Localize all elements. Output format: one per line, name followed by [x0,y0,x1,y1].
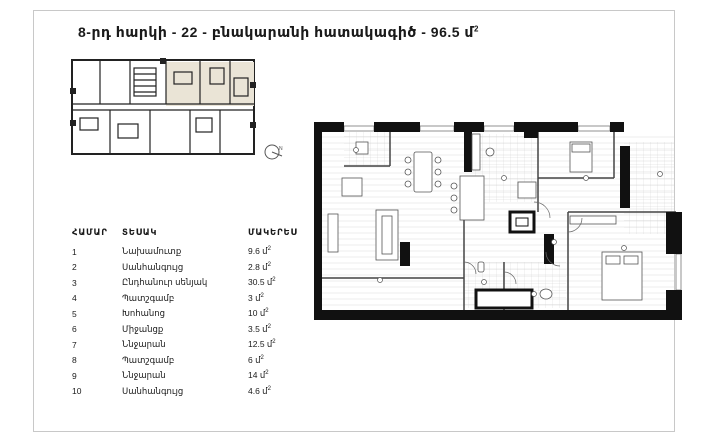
room-table-header [72,226,328,244]
table-row [72,322,328,338]
shaft [510,212,534,232]
room-number: 8 [72,355,77,366]
room-number: 5 [72,308,77,319]
table-row [72,260,328,276]
dining-table [414,152,432,192]
wardrobe [570,216,616,224]
column-header-type: ՏԵՍԱԿ [122,226,158,237]
room-area: 2.8 մ$^2$ [248,261,271,272]
table-row [72,291,328,307]
table-row [72,244,328,260]
table-row [72,368,328,384]
kitchen-counter [472,134,480,170]
room-type: Պատշգամբ [122,354,175,365]
bathtub [476,290,532,308]
room-area: 10 մ$^2$ [248,308,269,319]
tv-unit [328,214,338,252]
room-number: 2 [72,262,77,273]
floor-key-plan [70,58,256,156]
room-type: Սանհանգույց [122,261,184,272]
column-header-area: ՄԱԿԵՐԵՍ [248,226,298,237]
room-area: 4.6 մ$^2$ [248,385,271,396]
room-type: Ննջարան [122,370,166,381]
room-area: 3.5 մ$^2$ [248,323,271,334]
room-number: 1 [72,246,77,257]
apartment-floor-plan [314,122,682,320]
room-number: 7 [72,339,77,350]
room-area: 14 մ$^2$ [248,370,269,381]
room-area: 3 մ$^2$ [248,292,264,303]
room-number: 10 [72,386,82,397]
room-type: Սանհանգույց [122,385,184,396]
kitchen-island [460,176,484,220]
room-number: 6 [72,324,77,335]
room-type: Նախամուտք [122,246,182,257]
table-row [72,337,328,353]
room-area: 6 մ$^2$ [248,354,264,365]
room-type: Պատշգամբ [122,292,175,303]
table-row [72,275,328,291]
room-type: Միջանցք [122,323,164,334]
room-number: 4 [72,293,77,304]
compass-icon [262,140,286,164]
room-type: Ընդհանուր սենյակ [122,277,208,288]
room-number: 9 [72,370,77,381]
svg-text:N: N [279,146,283,152]
table-row [72,353,328,369]
room-type: Խոհանոց [122,308,166,319]
toilet [478,262,484,272]
room-area: 9.6 մ$^2$ [248,246,271,257]
table-row [72,384,328,400]
armchair [342,178,362,196]
table-row [72,306,328,322]
column-header-number: ՀԱՄԱՐ [72,226,108,237]
room-area: 30.5 մ$^2$ [248,277,276,288]
room-number: 3 [72,277,77,288]
page-title: 8-րդ հարկի - 22 - բնակարանի հատակագիծ - 96.5 մ$^2$ [78,24,479,40]
room-area: 12.5 մ$^2$ [248,339,276,350]
room-table [72,226,328,399]
room-type: Ննջարան [122,339,166,350]
